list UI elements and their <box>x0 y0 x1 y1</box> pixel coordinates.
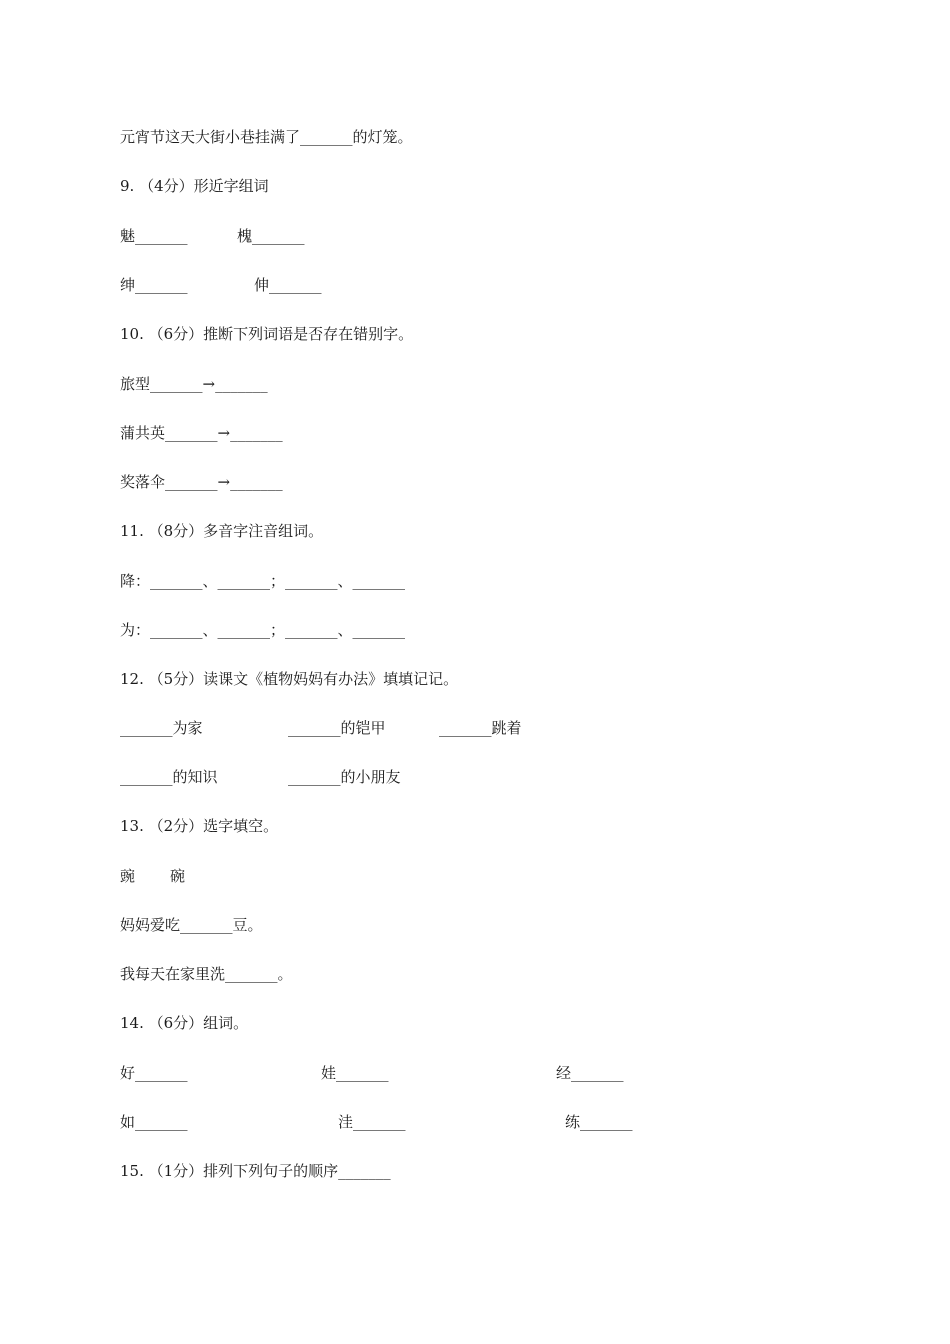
sentence-lantern: 元宵节这天大街小巷挂满了_______的灯笼。 <box>120 128 413 146</box>
question-14-heading: 14. （6分）组词。 <box>120 1014 249 1032</box>
q13-option-2: 碗 <box>170 867 186 885</box>
q14-item-wa2: 洼_______ <box>338 1113 406 1131</box>
q11-item-jiang: 降：_______、_______；_______、_______ <box>120 572 406 590</box>
q14-item-jing: 经_______ <box>556 1064 624 1082</box>
question-9-heading: 9. （4分）形近字组词 <box>120 177 269 195</box>
q9-item-shen: 绅_______ <box>120 276 188 294</box>
q12-item-1: _______为家 <box>120 719 203 737</box>
q13-sentence-2: 我每天在家里洗_______。 <box>120 965 293 983</box>
q14-item-hao: 好_______ <box>120 1064 188 1082</box>
q13-option-1: 豌 <box>120 867 136 885</box>
q10-item-2: 蒲共英_______→_______ <box>120 424 283 442</box>
question-11-heading: 11. （8分）多音字注音组词。 <box>120 522 324 540</box>
q9-item-huai: 槐_______ <box>237 227 305 245</box>
q9-item-shen2: 伸_______ <box>254 276 322 294</box>
q10-item-1: 旅型_______→_______ <box>120 375 268 393</box>
q12-item-4: _______的知识 <box>120 768 218 786</box>
q14-item-lian: 练_______ <box>565 1113 633 1131</box>
q14-item-ru: 如_______ <box>120 1113 188 1131</box>
q9-item-mei: 魅_______ <box>120 227 188 245</box>
q11-item-wei: 为：_______、_______；_______、_______ <box>120 621 406 639</box>
q12-item-2: _______的铠甲 <box>288 719 386 737</box>
question-13-heading: 13. （2分）选字填空。 <box>120 817 279 835</box>
question-12-heading: 12. （5分）读课文《植物妈妈有办法》填填记记。 <box>120 670 459 688</box>
q13-sentence-1: 妈妈爱吃_______豆。 <box>120 916 263 934</box>
q10-item-3: 奖落伞_______→_______ <box>120 473 283 491</box>
question-15-heading: 15. （1分）排列下列句子的顺序_______ <box>120 1162 391 1180</box>
question-10-heading: 10. （6分）推断下列词语是否存在错别字。 <box>120 325 414 343</box>
q12-item-3: _______跳着 <box>439 719 522 737</box>
q12-item-5: _______的小朋友 <box>288 768 401 786</box>
q14-item-wa: 娃_______ <box>321 1064 389 1082</box>
